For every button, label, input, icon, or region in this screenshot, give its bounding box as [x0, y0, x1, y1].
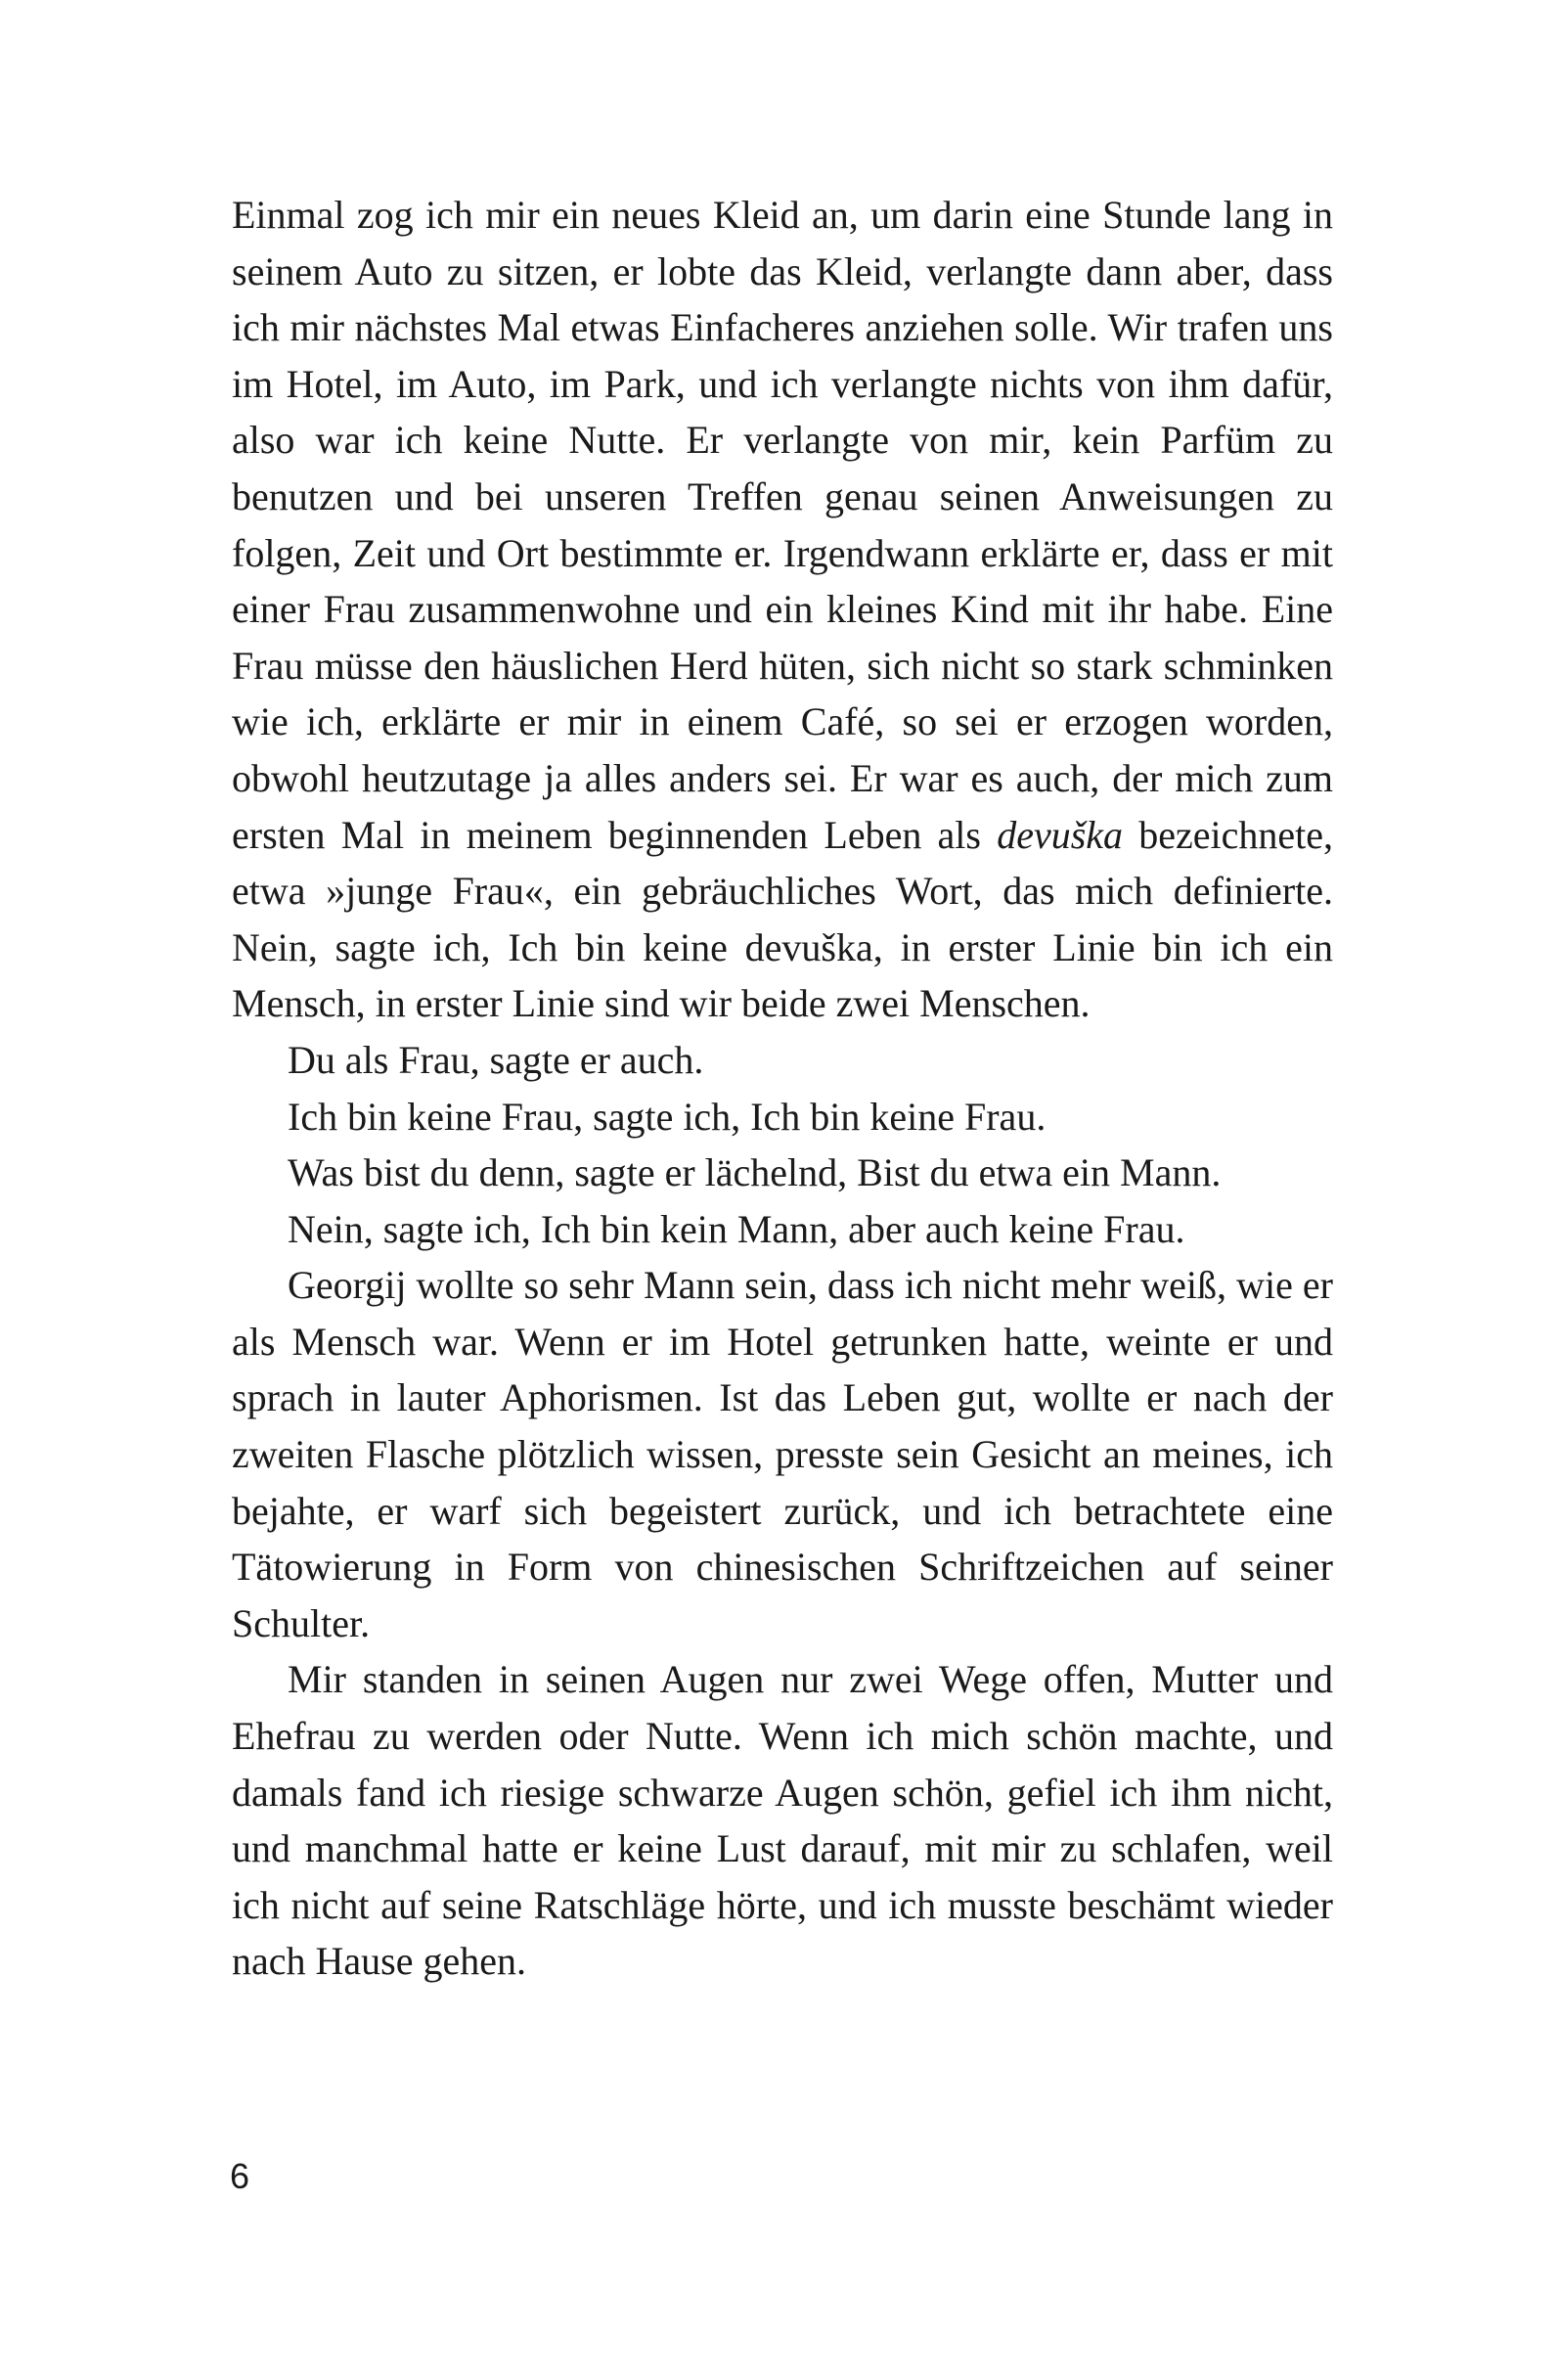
- body-text: [232, 187, 1333, 1990]
- page-number: 6: [230, 2156, 250, 2196]
- paragraph-4: Was bist du denn, sagte er lächelnd, Bist du etwa ein Mann.: [288, 1150, 1222, 1195]
- paragraph-6: Georgij wollte so sehr Mann sein, dass ich nicht mehr weiß, wie er als Mensch war. Wenn er im Hotel getrunken hatte, weinte er und sprach in lauter Aphorismen. Ist das Leben gut, wollte er nach der zweiten Flasche plötzlich wissen, presste sein Gesicht an meines, ich bejahte, er warf sich begeistert zurück, und ich betrachtete eine Tätowierung in Form von chinesischen Schriftzeichen auf seiner Schulter.: [232, 1263, 1333, 1645]
- paragraph-1: [232, 187, 1333, 1032]
- paragraph-2: Du als Frau, sagte er auch.: [288, 1037, 704, 1082]
- italic-term-devuska: devuška: [997, 812, 1124, 857]
- paragraph-3: Ich bin keine Frau, sagte ich, Ich bin keine Frau.: [288, 1094, 1047, 1139]
- paragraph-5: Nein, sagte ich, Ich bin kein Mann, aber auch keine Frau.: [288, 1206, 1185, 1251]
- paragraph-1-text-b: bezeichnete, etwa »junge Frau«, ein gebräuchliches Wort, das mich definierte. Nein, sagte ich, Ich bin keine devuška, in erster Linie bin ich ein Mensch, in erster Linie sind wir beide zwei Menschen.: [232, 812, 1334, 1026]
- paragraph-7: Mir standen in seinen Augen nur zwei Wege offen, Mutter und Ehefrau zu werden oder Nutte. Wenn ich mich schön machte, und damals fand ich riesige schwarze Augen schön, gefiel ich ihm nicht, und manchmal hatte er keine Lust darauf, mit mir zu schlafen, weil ich nicht auf seine Ratschläge hörte, und ich musste beschämt wieder nach Hause gehen.: [232, 1657, 1333, 1984]
- paragraph-1-text-a: Einmal zog ich mir ein neues Kleid an, um darin eine Stunde lang in seinem Auto zu sitzen, er lobte das Kleid, verlangte dann aber, dass ich mir nächstes Mal etwas Einfacheres anziehen solle. Wir trafen uns im Hotel, im Auto, im Park, und ich verlangte nichts von ihm dafür, also war ich keine Nutte. Er verlangte von mir, kein Parfüm zu benutzen und bei unseren Treffen genau seinen Anweisungen zu folgen, Zeit und Ort bestimmte er. Irgendwann erklärte er, dass er mit einer Frau zusammenwohne und ein kleines Kind mit ihr habe. Eine Frau müsse den häuslichen Herd hüten, sich nicht so stark schminken wie ich, erklärte er mir in einem Café, so sei er erzogen worden, obwohl heutzutage ja alles anders sei. Er war es auch, der mich zum ersten Mal in meinem beginnenden Leben als: [232, 193, 1333, 857]
